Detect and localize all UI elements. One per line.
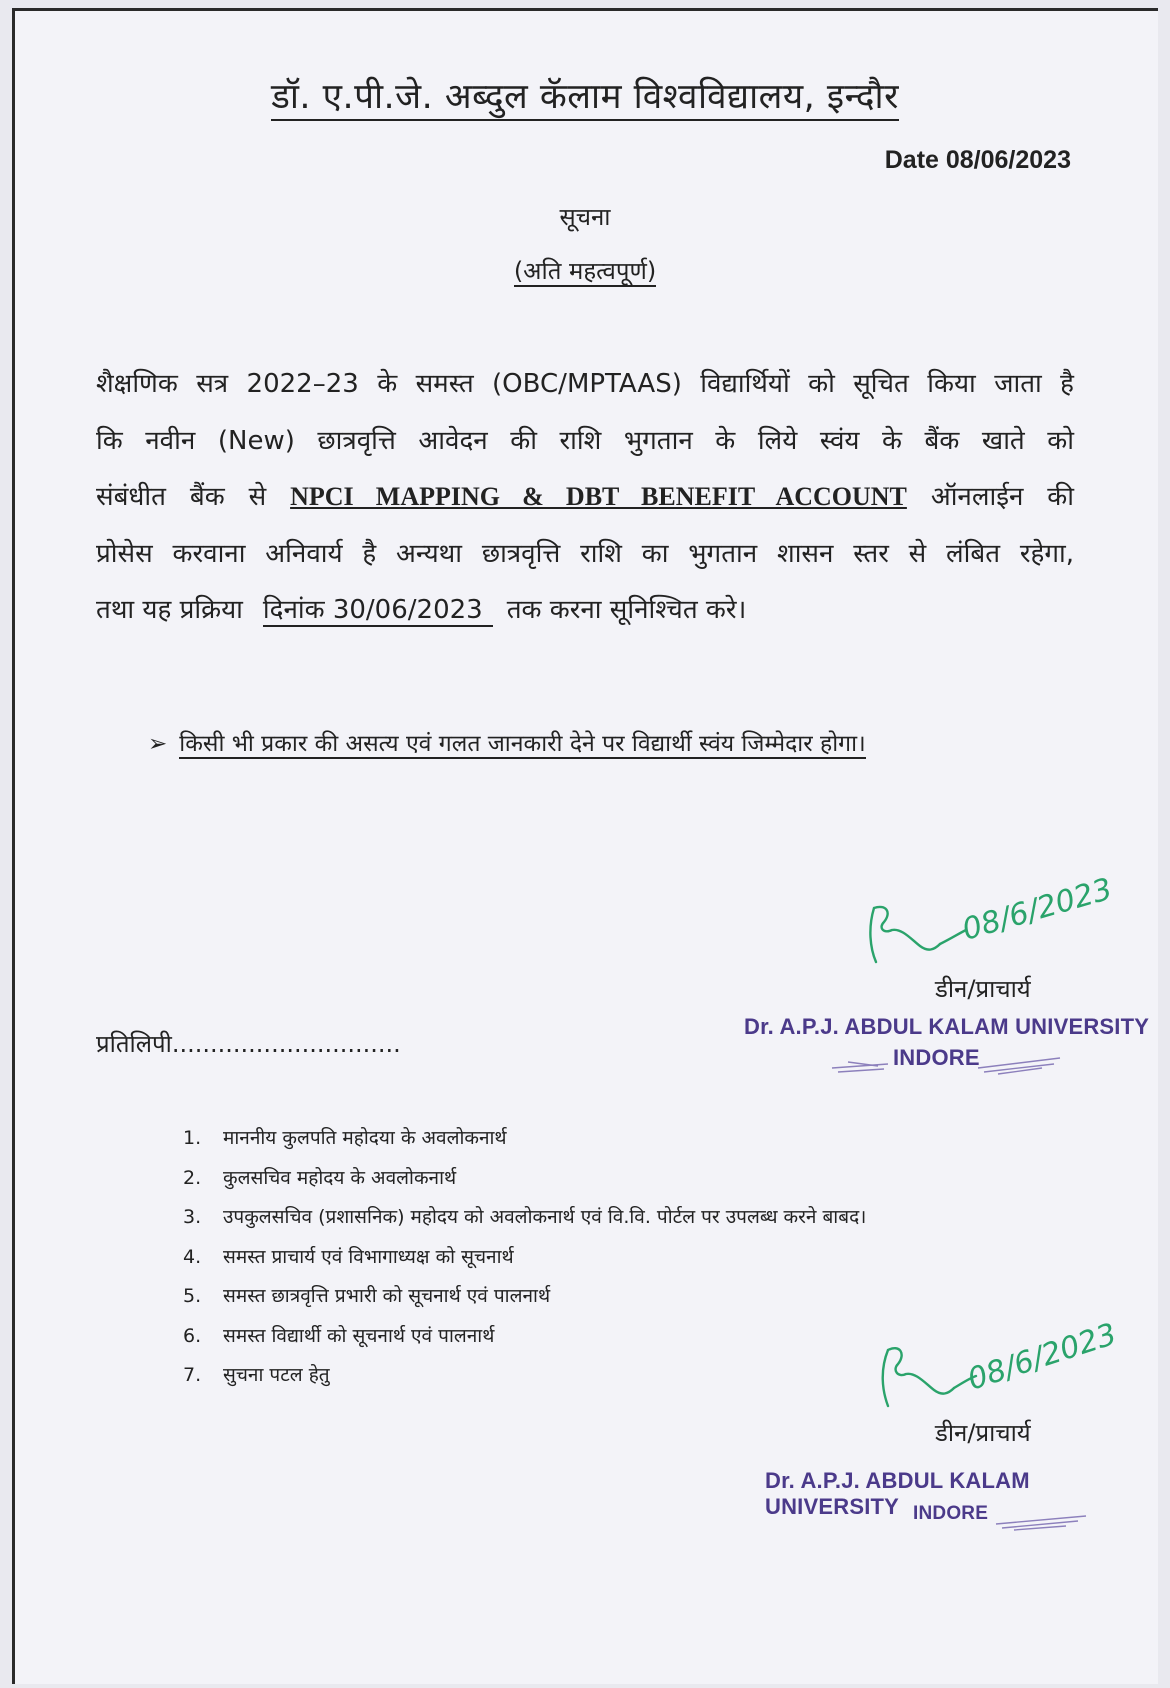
handwritten-date-2: 08/6/2023 [963, 1316, 1121, 1398]
body-line-4: प्रोसेस करवाना अनिवार्य है अन्यथा छात्रवृत्ति राशि का भुगतान शासन स्तर से लंबित रहेगा, [96, 538, 1074, 569]
body-line-3-post: ऑनलाईन की [930, 482, 1075, 512]
list-item-text: उपकुलसचिव (प्रशासनिक) महोदय को अवलोकनार्थ एवं वि.वि. पोर्टल पर उपलब्ध करने बाबद। [223, 1206, 867, 1228]
handwritten-signature-icon [872, 1310, 1132, 1420]
copy-to-label: प्रतिलिपी.............................. [96, 1030, 401, 1058]
list-item-text: समस्त प्राचार्य एवं विभागाध्यक्ष को सूचनार्थ [223, 1245, 514, 1268]
list-item-text: कुलसचिव महोदय के अवलोकनार्थ [223, 1166, 457, 1189]
list-item-text: माननीय कुलपति महोदया के अवलोकनार्थ [223, 1127, 507, 1149]
list-item [183, 1243, 866, 1283]
dean-designation-1: डीन/प्राचार्य [935, 975, 1031, 1003]
notice-body [96, 356, 1074, 639]
warning-text: किसी भी प्रकार की असत्य एवं गलत जानकारी देने पर विद्यार्थी स्वंय जिम्मेदार होगा। [179, 731, 866, 757]
list-item-text: समस्त छात्रवृत्ति प्रभारी को सूचनार्थ एवं पालनार्थ [223, 1285, 551, 1307]
body-line-1: शैक्षणिक सत्र 2022–23 के समस्त (OBC/MPTAAS) विद्यार्थियों को सूचित किया जाता है [96, 369, 1074, 399]
copy-to-list [183, 1124, 866, 1401]
body-line-5-pre: तथा यह प्रक्रिया [96, 595, 243, 625]
notice-subheading [0, 254, 1170, 287]
list-item-number: 4. [183, 1245, 202, 1268]
list-item [183, 1361, 866, 1401]
body-line-3-pre: संबंधीत बैंक से [96, 482, 267, 512]
list-item-number: 1. [183, 1127, 202, 1149]
list-item-number: 2. [183, 1166, 202, 1189]
body-line-2: कि नवीन (New) छात्रवृत्ति आवेदन की राशि भुगतान के लिये स्वंय के बैंक खाते को [96, 425, 1074, 456]
arrow-bullet-icon: ➢ [148, 731, 168, 757]
university-stamp-line-2: INDORE [913, 1503, 989, 1524]
handwritten-signature-icon [862, 868, 1122, 978]
stamp-smudge-icon [828, 1052, 1068, 1080]
npci-mapping-text: NPCI MAPPING & DBT BENEFIT ACCOUNT [290, 482, 907, 511]
list-item-number: 7. [183, 1364, 202, 1386]
dean-designation-2: डीन/प्राचार्य [935, 1419, 1031, 1447]
list-item [183, 1124, 866, 1164]
warning-note [148, 726, 866, 758]
university-stamp-line-1: Dr. A.P.J. ABDUL KALAM UNIVERSITY [765, 1468, 1030, 1519]
notice-heading: सूचना [559, 203, 611, 231]
list-item [183, 1164, 866, 1204]
body-line-5-post: तक करना सूनिश्चित करे। [506, 595, 747, 625]
list-item [183, 1203, 866, 1243]
university-title-text: डॉ. ए.पी.जे. अब्दुल कॅलाम विश्वविद्यालय, इन्दौर [271, 77, 899, 121]
list-item [183, 1282, 866, 1322]
list-item-text: समस्त विद्यार्थी को सूचनार्थ एवं पालनार्थ [223, 1324, 495, 1347]
stamp-smudge-icon [990, 1508, 1100, 1532]
list-item [183, 1322, 866, 1362]
handwritten-date-1: 08/6/2023 [958, 871, 1117, 948]
list-item-text: सुचना पटल हेतु [223, 1364, 330, 1386]
deadline-date: दिनांक 30/06/2023 [263, 595, 493, 627]
university-stamp-line-1: Dr. A.P.J. ABDUL KALAM UNIVERSITY [744, 1014, 1150, 1039]
list-item-number: 6. [183, 1324, 202, 1347]
list-item-number: 5. [183, 1285, 202, 1307]
list-item-number: 3. [183, 1206, 202, 1228]
university-stamp-line-2: INDORE [893, 1045, 980, 1070]
notice-date: Date 08/06/2023 [884, 146, 1071, 174]
university-title [0, 72, 1170, 119]
body-line-5 [96, 582, 1074, 639]
body-line-3 [96, 469, 1074, 526]
notice-subheading-text: (अति महत्वपूर्ण) [513, 257, 657, 285]
